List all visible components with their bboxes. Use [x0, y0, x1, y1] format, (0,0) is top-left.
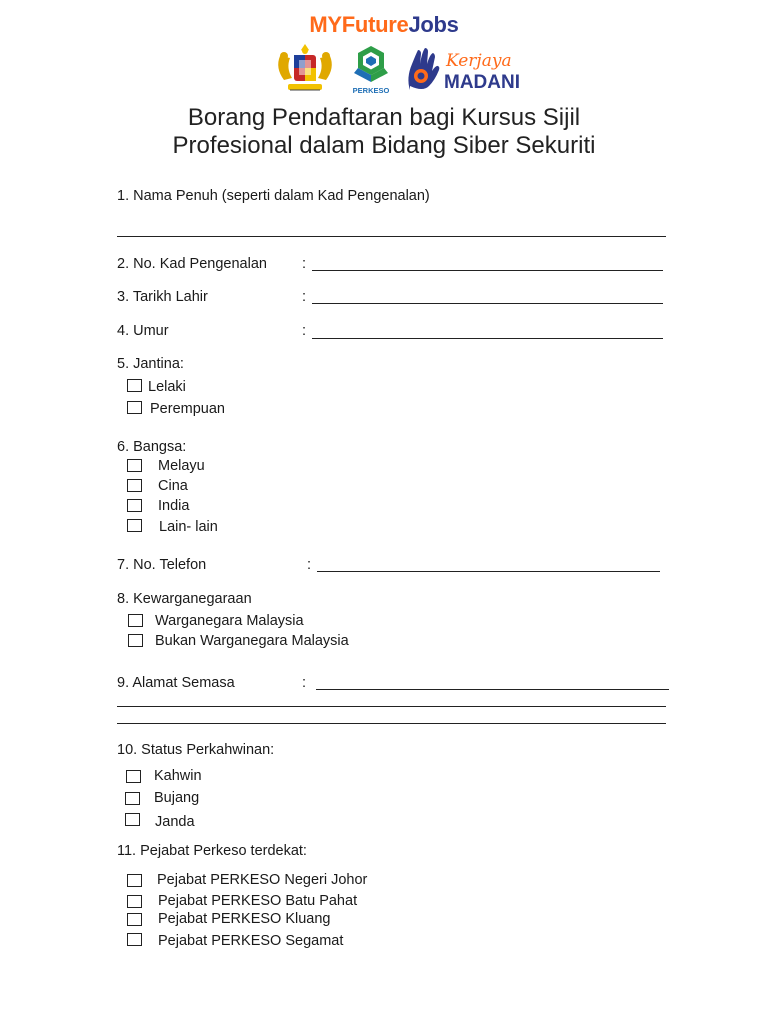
q10-option-bujang: Bujang — [154, 790, 200, 806]
q2-colon: : — [302, 256, 307, 272]
q2-ic-line[interactable] — [312, 270, 663, 271]
q9-colon: : — [302, 675, 307, 691]
q8-checkbox-bukan-warganegara[interactable] — [128, 634, 143, 647]
myfuturejobs-logo: MYFutureJobs — [309, 12, 459, 37]
kerjaya-madani-logo — [404, 46, 520, 96]
q5-checkbox-lelaki[interactable] — [127, 379, 142, 392]
q11-option-kluang: Pejabat PERKESO Kluang — [158, 911, 331, 927]
q11-checkbox-segamat[interactable] — [127, 933, 142, 946]
form-title — [0, 104, 768, 160]
q11-checkbox-batu-pahat[interactable] — [127, 895, 142, 908]
q5-checkbox-perempuan[interactable] — [127, 401, 142, 414]
q6-option-india: India — [158, 498, 190, 514]
q3-dob-line[interactable] — [312, 303, 663, 304]
q11-option-segamat: Pejabat PERKESO Segamat — [158, 933, 344, 949]
q1-label: 1. Nama Penuh (seperti dalam Kad Pengenalan) — [117, 188, 430, 204]
q8-checkbox-warganegara[interactable] — [128, 614, 143, 627]
perkeso-logo — [346, 42, 396, 96]
form-title-line-2: Profesional dalam Bidang Siber Sekuriti — [172, 132, 596, 159]
q10-checkbox-bujang[interactable] — [125, 792, 140, 805]
q11-checkbox-kluang[interactable] — [127, 913, 142, 926]
form-title-line-1: Borang Pendaftaran bagi Kursus Sijil — [187, 104, 581, 131]
q3-label: 3. Tarikh Lahir — [117, 289, 208, 305]
q7-phone-line[interactable] — [317, 571, 660, 572]
q10-checkbox-kahwin[interactable] — [126, 770, 141, 783]
q6-label: 6. Bangsa: — [117, 439, 187, 455]
q11-option-batu-pahat: Pejabat PERKESO Batu Pahat — [158, 893, 358, 909]
q6-option-lain-lain: Lain- lain — [159, 519, 218, 535]
q11-option-johor: Pejabat PERKESO Negeri Johor — [157, 872, 368, 888]
q10-label: 10. Status Perkahwinan: — [117, 742, 275, 758]
q4-label: 4. Umur — [117, 323, 169, 339]
q9-address-line-3[interactable] — [117, 723, 666, 724]
logo-row — [0, 42, 768, 96]
q6-checkbox-cina[interactable] — [127, 479, 142, 492]
q7-colon: : — [307, 557, 312, 573]
q9-address-line-1[interactable] — [316, 689, 669, 690]
q3-colon: : — [302, 289, 307, 305]
q8-option-bukan-warganegara: Bukan Warganegara Malaysia — [155, 633, 349, 649]
q10-option-kahwin: Kahwin — [154, 768, 202, 784]
q4-colon: : — [302, 323, 307, 339]
q9-label: 9. Alamat Semasa — [117, 675, 235, 691]
q5-label: 5. Jantina: — [117, 356, 184, 372]
q8-label: 8. Kewarganegaraan — [117, 591, 252, 607]
q7-label: 7. No. Telefon — [117, 557, 207, 573]
q2-label: 2. No. Kad Pengenalan — [117, 256, 267, 272]
q11-checkbox-johor[interactable] — [127, 874, 142, 887]
madani-text: MADANI — [444, 72, 520, 93]
q6-checkbox-melayu[interactable] — [127, 459, 142, 472]
kerjaya-text: Kerjaya — [446, 51, 512, 71]
q6-option-melayu: Melayu — [158, 458, 205, 474]
q6-checkbox-lain-lain[interactable] — [127, 519, 142, 532]
q6-option-cina: Cina — [158, 478, 188, 494]
perkeso-label: PERKESO — [352, 86, 390, 95]
q10-option-janda: Janda — [155, 814, 195, 830]
q4-age-line[interactable] — [312, 338, 663, 339]
q5-option-perempuan: Perempuan — [150, 401, 225, 417]
q11-label: 11. Pejabat Perkeso terdekat: — [117, 843, 307, 859]
q9-address-line-2[interactable] — [117, 706, 666, 707]
q1-name-line[interactable] — [117, 236, 666, 237]
q5-option-lelaki: Lelaki — [148, 379, 186, 395]
q10-checkbox-janda[interactable] — [125, 813, 140, 826]
malaysia-coat-of-arms-logo — [272, 42, 338, 96]
q8-option-warganegara: Warganegara Malaysia — [155, 613, 304, 629]
q6-checkbox-india[interactable] — [127, 499, 142, 512]
